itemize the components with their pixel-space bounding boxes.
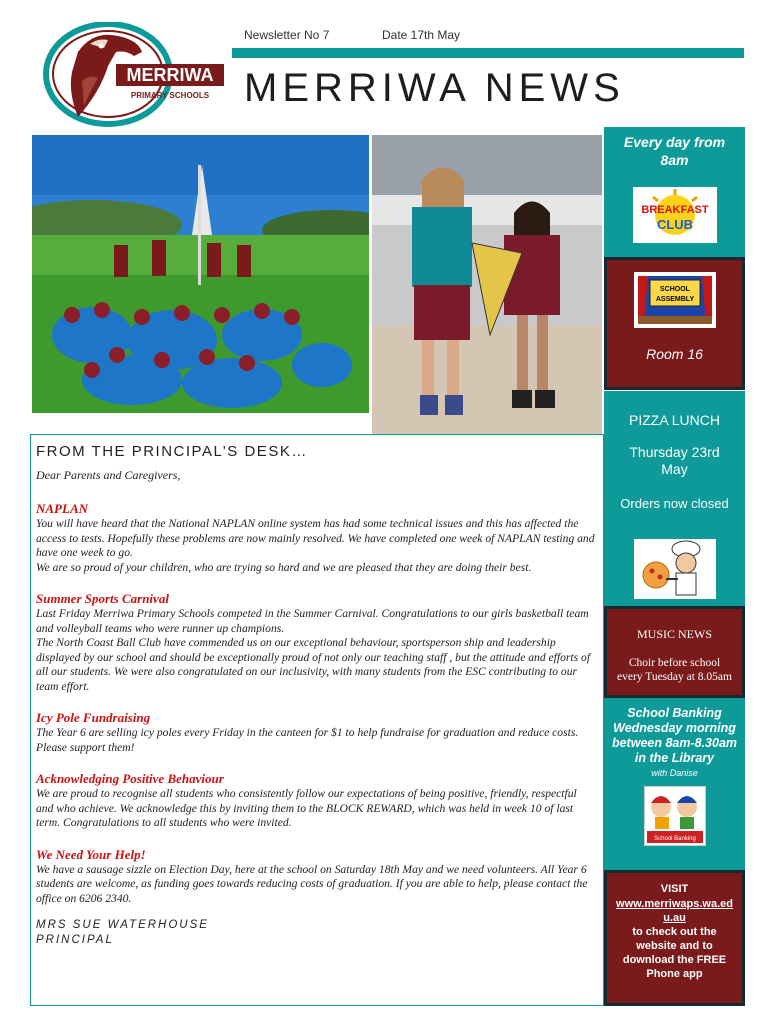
pizza-lunch-panel xyxy=(604,391,745,606)
assembly-sign-1: SCHOOL xyxy=(659,286,690,293)
website-link[interactable]: www.merriwaps.wa.edu.au xyxy=(616,898,733,924)
pizza-title: PIZZA LUNCH xyxy=(628,412,720,428)
greeting: Dear Parents and Caregivers, xyxy=(36,468,181,482)
section-body: Last Friday Merriwa Primary Schools competed in the Summer Carnival. Congratulations to our girls basketball team and volleyball teams who were runner up champions. The North Coast Ball Club have commended us on our exceptional behaviour, sportsperson ship and leadership displayed by our school and should be exceptionally proud of not only our teaching staff , but the attitude and efforts of all our students. We were also congratulated on our inclusivity, with many students from the ESC contributing to our team effort. xyxy=(36,607,591,693)
banking-with: with Danise xyxy=(651,768,698,778)
assembly-room: Room 16 xyxy=(646,346,703,362)
section-title: We Need Your Help! xyxy=(36,846,146,862)
breakfast-club-icon xyxy=(633,187,717,243)
naplan-section xyxy=(36,501,597,575)
newsletter-date: Date 17th May xyxy=(382,28,461,42)
icy-pole-section xyxy=(36,710,597,755)
section-title: NAPLAN xyxy=(36,501,88,516)
section-body: The Year 6 are selling icy poles every Friday in the canteen for $1 to help fundraise for graduation and reduce costs. Please support them! xyxy=(36,726,579,754)
pennant-photo xyxy=(372,135,602,435)
behaviour-section xyxy=(36,771,597,831)
section-body: We are proud to recognise all students who consistently follow our expectations of being positive, friendly, respectful and who achieve. We acknowledge this by inviting them to the BLOCK REWARD, which was held in week 10 of last term. Congratulations to all students who were invited. xyxy=(36,787,577,829)
help-section xyxy=(36,847,597,907)
visit-website-panel xyxy=(604,870,745,1006)
assembly-sign-2: ASSEMBLY xyxy=(655,296,694,303)
desk-heading: FROM THE PRINCIPAL’S DESK… xyxy=(36,443,308,460)
visit-line-1: VISIT xyxy=(660,883,689,895)
music-news-panel xyxy=(604,606,745,698)
pizza-date: Thursday 23rd May xyxy=(629,444,720,477)
music-text: Choir before school every Tuesday at 8.05am xyxy=(617,657,732,683)
section-body: We have a sausage sizzle on Election Day, here at the school on Saturday 18th May and we need volunteers. All Year 6 students are welcome, as funding goes towards reducing costs of graduation. If you are able to help, please contact the office on 6206 2340. xyxy=(36,862,588,905)
section-title: Acknowledging Positive Behaviour xyxy=(36,771,224,786)
signature-title: PRINCIPAL xyxy=(36,934,114,946)
section-title: Icy Pole Fundraising xyxy=(36,710,151,725)
signature-name: MRS SUE WATERHOUSE xyxy=(36,919,209,931)
breakfast-sign-2: CLUB xyxy=(656,217,693,232)
newsletter-title: MERRIWA NEWS xyxy=(244,66,625,110)
school-logo xyxy=(38,22,228,132)
pizza-chef-icon xyxy=(634,539,716,599)
header-divider xyxy=(232,48,744,58)
school-banking-panel xyxy=(604,698,745,870)
breakfast-text: Every day from 8am xyxy=(623,134,726,168)
signature xyxy=(36,918,597,948)
section-body: You will have heard that the National NAPLAN online system has had some technical issues and this has affected the access to tests. Hopefully these problems are now mainly resolved. We have completed one week of NAPLAN testing and have one week to go. We are so proud of your children, who are trying so hard and we are pleased that they are doing their best. xyxy=(36,517,595,574)
school-assembly-panel xyxy=(604,257,745,390)
sports-photo xyxy=(32,135,369,413)
assembly-icon xyxy=(634,272,716,328)
breakfast-club-panel xyxy=(604,127,745,257)
newsletter-number: Newsletter No 7 xyxy=(244,28,330,42)
principals-desk xyxy=(30,434,604,1006)
banking-text: School Banking Wednesday morning between 8am-8.30am in the Library xyxy=(611,706,738,765)
banking-badge-text: School Banking xyxy=(653,836,696,842)
breakfast-sign-1: BREAKFAST xyxy=(640,204,709,216)
logo-text-schools: PRIMARY SCHOOLS xyxy=(130,91,210,100)
pizza-orders: Orders now closed xyxy=(620,496,729,511)
school-banking-icon xyxy=(644,786,706,846)
logo-text-merriwa: MERRIWA xyxy=(126,65,214,85)
carnival-section xyxy=(36,591,597,694)
section-title: Summer Sports Carnival xyxy=(36,591,169,606)
visit-line-3: to check out the website and to download the FREE Phone app xyxy=(622,926,727,980)
music-title: MUSIC NEWS xyxy=(636,627,712,641)
